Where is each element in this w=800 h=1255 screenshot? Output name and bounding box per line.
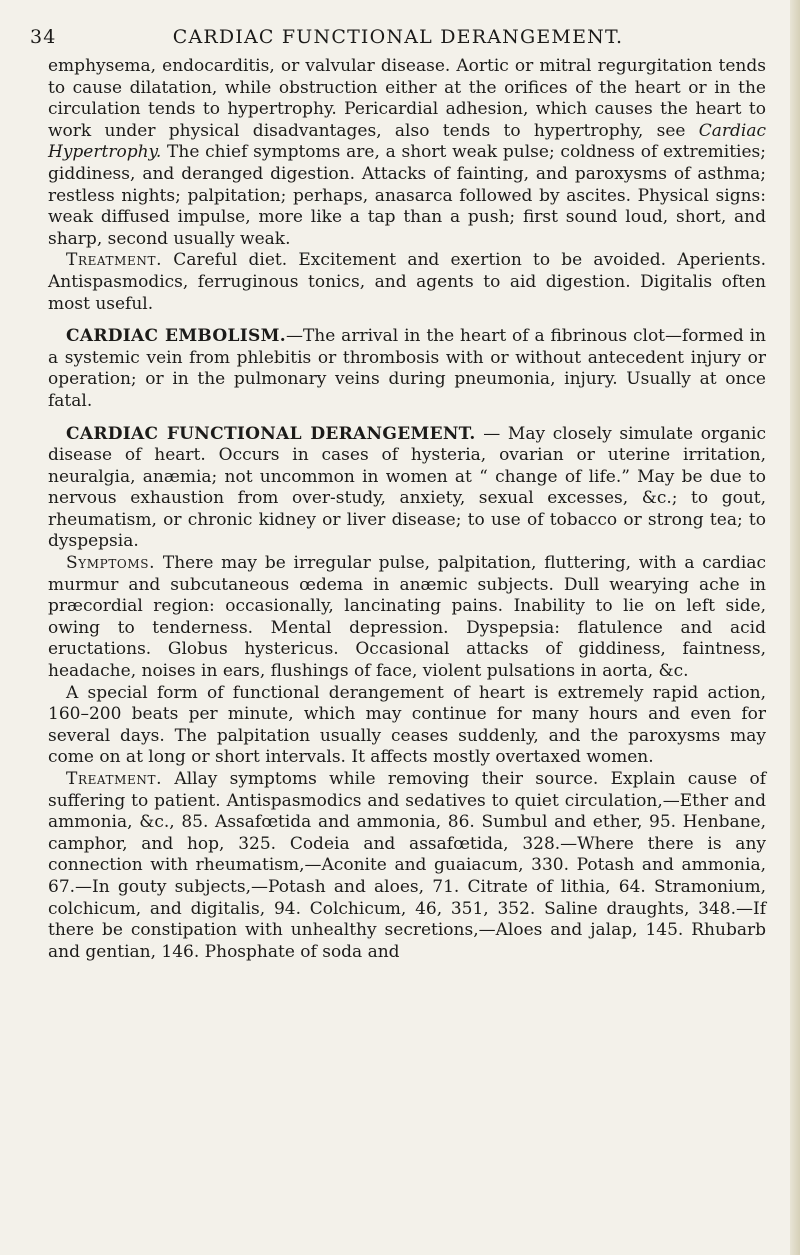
text-run: —The arrival in the heart of a fibrinous clot—formed in a systemic vein from phlebitis or thrombosis with or without antecedent injury or operation; or in the pulmonary veins during pneumonia, injury. Usually at once fatal. [48, 326, 766, 411]
page-number: 34 [30, 26, 57, 48]
text-run: — May closely simulate organic disease of heart. Occurs in cases of hysteria, ovarian or uterine irritation, neuralgia, anæmia; not uncommon in women at “ change of life.” May be due to nervous exhaustion from over-study, anxiety, sexual excesses, &c.; to gout, rheumatism, or chronic kidney or liver disease; to use of tobacco or strong tea; to dyspepsia. [48, 423, 766, 552]
paragraph-hypertrophy-continued [48, 56, 766, 250]
text-run: A special form of functional derangement of heart is extremely rapid action, 160–200 beats per minute, which may continue for many hours and even for several days. The palpitation usually ceases suddenly, and the paroxysms may come on at long or short intervals. It affects mostly overtaxed women. [48, 682, 766, 768]
subheading-treatment: Treatment. [66, 769, 163, 789]
body-text [48, 56, 766, 963]
text-run: Careful diet. Excitement and exertion to be avoided. Aperients. Antispasmodics, ferruginous tonics, and agents to aid digestion. Digitalis often most useful. [48, 250, 766, 314]
entry-cardiac-functional-derangement [48, 424, 766, 554]
subheading-symptoms: Symptoms. [66, 553, 156, 574]
subheading-treatment: Treatment. [66, 250, 163, 271]
page-header [30, 16, 766, 50]
paragraph-special-form [48, 683, 766, 769]
paragraph-treatment-1 [48, 250, 766, 315]
text-run: emphysema, endocarditis, or valvular disease. Aortic or mitral regurgitation tends to cause dilatation, while obstruction either at the orifices of the heart or in the circulation tends to hypertrophy. Pericardial adhesion, which causes the heart to work under physical disadvantages, also tends to hypertrophy, see [48, 56, 766, 141]
paragraph-treatment-2 [48, 769, 766, 963]
text-run: There may be irregular pulse, palpitation, fluttering, with a cardiac murmur and subcutaneous œdema in anæmic subjects. Dull wearying ache in præcordial region: occasionally, lancinating pains. Inability to lie on left side, owing to tenderness. Mental depression. Dyspepsia: flatulence and acid eructations. Globus hystericus. Occasional attacks of giddiness, faintness, headache, noises in ears, flushings of face, violent pulsations in aorta, &c. [48, 553, 766, 682]
text-run: Allay symptoms while removing their source. Explain cause of suffering to patient. Antispasmodics and sedatives to quiet circulation,—Ether and ammonia, &c., 85. Assafœtida and ammonia, 86. Sumbul and ether, 95. Henbane, camphor, and hop, 325. Codeia and assafœtida, 328.—Where there is any connection with rheumatism,—Aconite and guaiacum, 330. Potash and ammonia, 67.—In gouty subjects,—Potash and aloes, 71. Citrate of lithia, 64. Stramonium, colchicum, and digitalis, 94. Colchicum, 46, 351, 352. Saline draughts, 348.—If there be constipation with unhealthy secretions,—Aloes and jalap, 145. Rhubarb and gentian, 146. Phosphate of soda and [48, 769, 766, 962]
entry-cardiac-embolism [48, 326, 766, 412]
paragraph-symptoms [48, 553, 766, 683]
page-edge [790, 0, 800, 1255]
cross-reference: Cardiac Hypertrophy. [48, 120, 766, 163]
running-head: CARDIAC FUNCTIONAL DERANGEMENT. [172, 26, 624, 48]
entry-heading: CARDIAC FUNCTIONAL DERANGEMENT. [66, 423, 476, 444]
entry-heading: CARDIAC EMBOLISM. [66, 326, 286, 347]
text-run: The chief symptoms are, a short weak pulse; coldness of extremities; giddiness, and deranged digestion. Attacks of fainting, and paroxysms of asthma; restless nights; palpitation; perhaps, anasarca followed by ascites. Physical signs: weak diffused impulse, more like a tap than a push; first sound loud, short, and sharp, second usually weak. [48, 142, 766, 249]
